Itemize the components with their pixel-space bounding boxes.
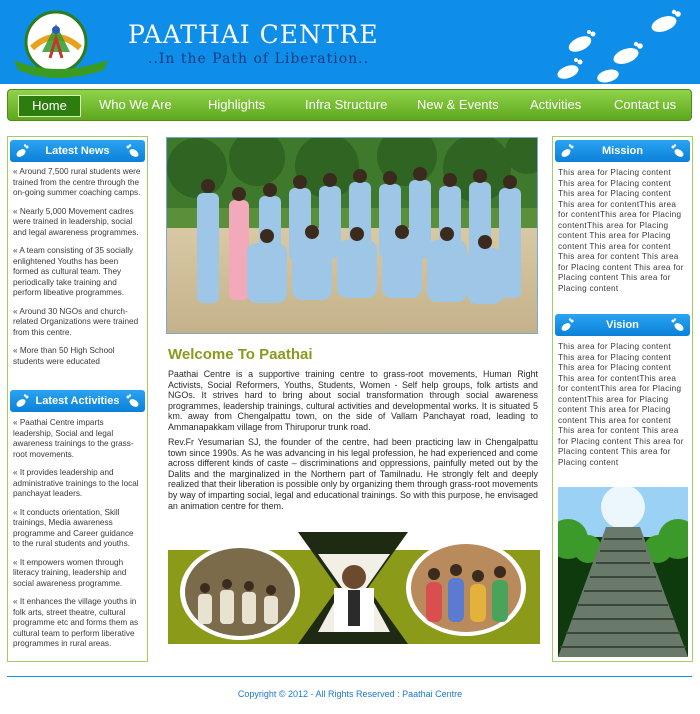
- footprint-icon: [558, 316, 578, 334]
- latest-news-title: Latest News: [45, 145, 110, 157]
- nav-item-highlights[interactable]: Highlights: [208, 97, 266, 112]
- list-item: « It enhances the village youths in folk arts, street theatre, cultural programme etc and forms them as cultural team to perform liberative programmes in rural areas.: [13, 597, 139, 648]
- nav-item-contact-us[interactable]: Contact us: [614, 97, 677, 112]
- list-item: « It provides leadership and administrative trainings to the local panchayat leaders.: [13, 468, 139, 498]
- vision-text: This area for Placing content This area for Placing content This area for Placing content This area for contentThis area for contentThis area for Placing contentThis area for Placing content This area for Placing content This area for content This area for content This area for Placing content This area for Placing content This area for Placing content: [558, 342, 684, 467]
- founder-paragraph: Rev.Fr Yesumarian SJ, the founder of the centre, had been practicing law in Chengalpattu town since 1990s. As he was advancing in his legal profession, he had experienced and come across different kinds of caste – discriminations and oppressions, painfully meted out by the Dalits and the marginalized in the Northern part of Tamilnadu. He strongly felt and deeply realized that their liberation is possible only by organizing them through grass-root movements by way of imparting social, legal and educational trainings. So with this purpose, he envisaged an animation centre for them.: [168, 437, 538, 511]
- welcome-title: Welcome To Paathai: [168, 346, 313, 363]
- site-header: [0, 0, 700, 84]
- intro-paragraph: Paathai Centre is a supportive training centre to grass-root movements, Human Right Activists, Social Reformers, Youths, Students, Women - Self help groups, folk artists and NGOs. It strives hard to bring about social transformation through social awareness programmes, leadership trainings, cultural activities and developmental works. It is situated 5 km. away from Chengalpattu town, on the side of Vallam Panchayat road, leading to Ammanapakkam village from Thiruporur trunk road.: [168, 369, 538, 432]
- vision-title: Vision: [606, 319, 639, 331]
- list-item: « Around 30 NGOs and church-related Organizations were trained from this centre.: [13, 306, 139, 337]
- footprint-icon: [122, 142, 142, 160]
- mission-text: This area for Placing content This area for Placing content This area for Placing content This area for contentThis area for contentThis area for Placing contentThis area for Placing content This area for Placing content This area for content This area for content This area for Placing content This area for Placing content This area for Placing content: [558, 168, 684, 293]
- footprints-icon: [546, 4, 694, 84]
- list-item: « Nearly 5,000 Movement cadres were trained in leadership, social and legal awareness programmes.: [13, 206, 139, 237]
- list-item: « Paathai Centre imparts leadership, Social and legal awareness trainings to the grass-root movements.: [13, 418, 134, 459]
- photo-collage: [168, 532, 540, 644]
- list-item: « Around 7,500 rural students were trained from the centre through the on-going summer coaching camps.: [13, 167, 141, 197]
- footprint-icon: [667, 316, 687, 334]
- list-item: « It empowers women through literacy training, leadership and social awareness programme.: [13, 557, 127, 588]
- latest-news-list: [13, 167, 141, 375]
- footer-copyright: Copyright © 2012 - All Rights Reserved : Paathai Centre: [237, 689, 463, 699]
- footprint-icon: [558, 142, 578, 160]
- footprint-icon: [667, 142, 687, 160]
- footer-divider: [7, 676, 692, 677]
- nav-item-who-we-are[interactable]: Who We Are: [99, 97, 172, 112]
- paathai-logo[interactable]: [12, 8, 110, 80]
- main-nav: [7, 89, 692, 121]
- latest-activities-title: Latest Activities: [35, 395, 120, 407]
- latest-activities-heading: [10, 390, 145, 412]
- nav-item-new-events[interactable]: New & Events: [417, 97, 499, 112]
- nav-item-home[interactable]: Home: [18, 95, 81, 117]
- group-photo: [166, 137, 538, 334]
- latest-activities-list: [13, 418, 141, 658]
- footprint-icon: [13, 142, 33, 160]
- nav-item-infra-structure[interactable]: Infra Structure: [305, 97, 388, 112]
- mission-title: Mission: [602, 145, 643, 157]
- list-item: « More than 50 High School students were educated: [13, 346, 115, 366]
- vision-heading: [555, 314, 690, 336]
- site-tagline: ..In the Path of Liberation..: [148, 51, 370, 67]
- mission-heading: [555, 140, 690, 162]
- footprint-icon: [122, 392, 142, 410]
- list-item: « It conducts orientation, Skill trainings, Media awareness programme and Career guidance to the rural students and youths.: [13, 507, 134, 548]
- stairway-image: [558, 487, 688, 657]
- nav-item-activities[interactable]: Activities: [530, 97, 582, 112]
- footprint-icon: [13, 392, 33, 410]
- latest-news-heading: [10, 140, 145, 162]
- list-item: « A team consisting of 35 socially enlightened Youths has been formed as cultural team. They periodically take training and perform libeative programmes.: [13, 246, 134, 297]
- site-title: PAATHAI CENTRE: [128, 20, 379, 49]
